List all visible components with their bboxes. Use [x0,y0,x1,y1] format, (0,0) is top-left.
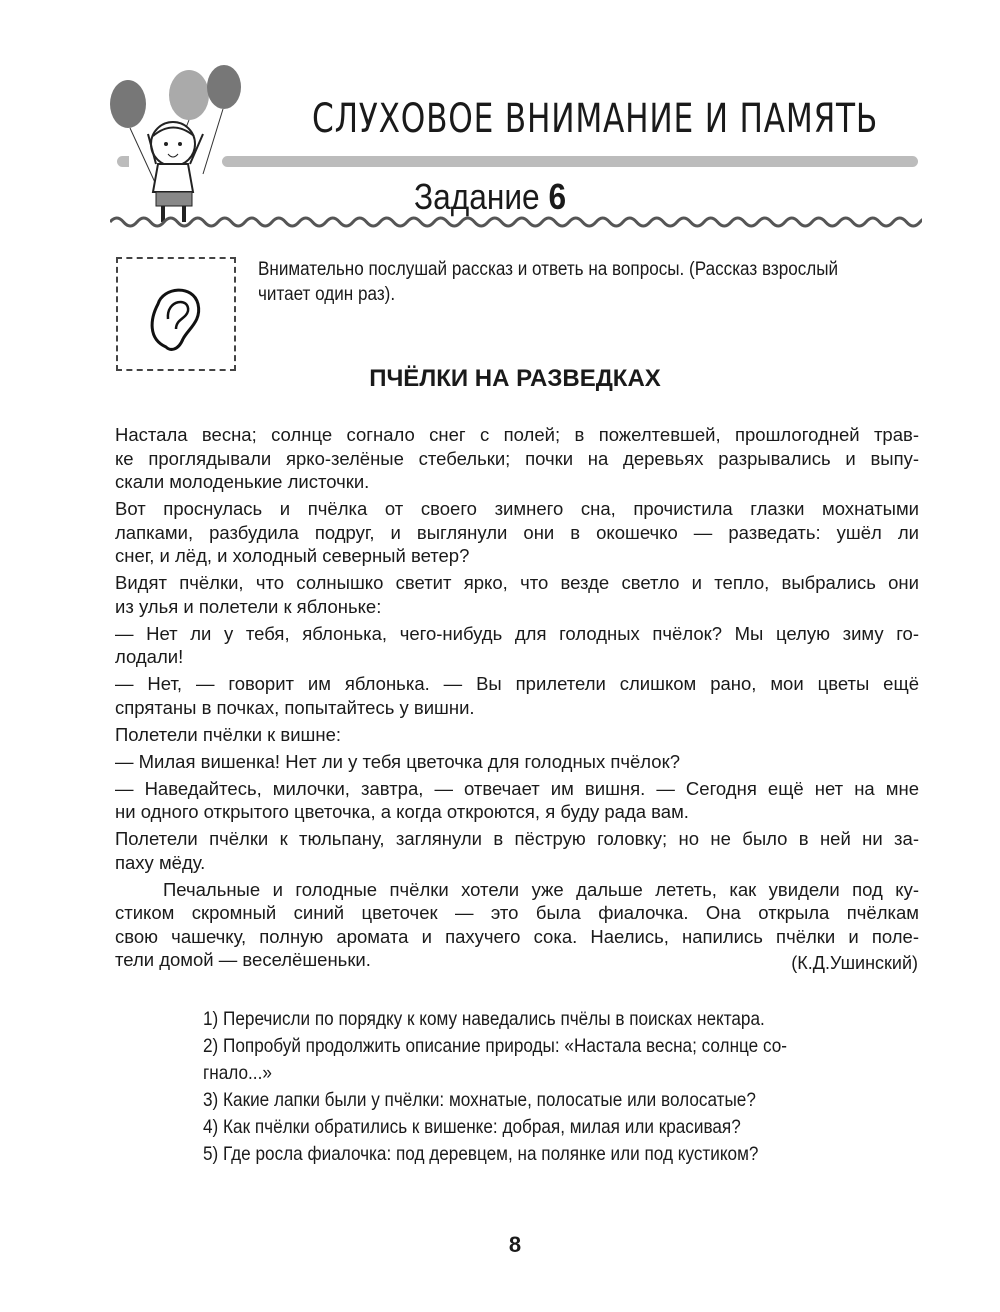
story-line: — Нет, — говорит им яблонька. — Вы прилетели слишком рано, мои цветы ещё [115,673,919,694]
story-line: лодали! [115,646,184,667]
instruction-line: Внимательно послушай рассказ и ответь на вопросы. (Рассказ взрослый [258,259,839,280]
story-paragraph [115,423,919,494]
story-paragraph [115,622,919,669]
story-paragraph [115,571,919,618]
story-paragraph [115,672,919,719]
story-line: скали молоденькие листочки. [115,471,370,492]
story-line: — Наведайтесь, милочки, завтра, — отвечает им вишня. — Сегодня ещё нет на мне [115,777,919,799]
story-line: стиком скромный синий цветочек — это была фиалочка. Она открыла пчёлкам [115,902,919,923]
story-line: Видят пчёлки, что солнышко светит ярко, что везде светло и тепло, выбрались они [115,572,919,593]
story-line: Полетели пчёлки к тюльпану, заглянули в пёструю головку; но не было в ней ни за- [115,828,919,849]
section-title: СЛУХОВОЕ ВНИМАНИЕ И ПАМЯТЬ [312,96,879,142]
story-line: Настала весна; солнце согнало снег с полей; в пожелтевшей, прошлогодней трав- [115,424,919,445]
question-item: 3) Какие лапки были у пчёлки: мохнатые, полосатые или волосатые? [203,1089,756,1111]
question-item: гнало...» [203,1062,272,1084]
story-line: спрятаны в почках, попытайтесь у вишни. [115,696,475,718]
question-item: 5) Где росла фиалочка: под деревцем, на полянке или под кустиком? [203,1143,759,1165]
question-item: 2) Попробуй продолжить описание природы: «Настала весна; солнце со- [203,1035,788,1057]
story-line: паху мёду. [115,851,206,873]
story-line: из улья и полетели к яблоньке: [115,595,382,617]
story-line: ни одного открытого цветочка, а когда откроются, я буду рада вам. [115,801,689,822]
story-paragraph [115,827,919,874]
ear-icon [118,259,234,369]
question-item: 4) Как пчёлки обратились к вишенке: добрая, милая или красивая? [203,1116,741,1138]
story-line: — Милая вишенка! Нет ли у тебя цветочка для голодных пчёлок? [115,750,680,772]
story-line: тели домой — веселёшеньки. [115,949,371,970]
story-line: ке проглядывали ярко-зелёные стебельки; почки на деревьях разрывались и выпу- [115,447,919,469]
story-paragraph [115,723,919,747]
wave-divider [110,212,922,232]
instruction-line: читает один раз). [258,284,396,305]
question-item: 1) Перечисли по порядку к кому наведались пчёлы в поисках нектара. [203,1008,765,1030]
questions-list [203,1007,872,1169]
divider-bar [117,156,129,167]
story-title: ПЧЁЛКИ НА РАЗВЕДКАХ [369,365,661,392]
page-number: 8 [508,1232,522,1257]
story-line: снег, и лёд, и холодный северный ветер? [115,545,470,566]
story-text [115,423,919,975]
instruction-text [258,257,924,307]
ear-icon-box [116,257,236,371]
story-paragraph [115,777,919,824]
story-line: — Нет ли у тебя, яблонька, чего-нибудь для голодных пчёлок? Мы целую зиму го- [115,622,919,644]
boy-with-balloons-illustration [108,64,248,234]
story-line: Печальные и голодные пчёлки хотели уже дальше лететь, как увидели под ку- [163,878,919,900]
task-label: Задание [414,176,540,217]
story-line: лапками, разбудила подруг, и выглянули они в окошечко — разведать: ушёл ли [115,521,919,543]
story-line: свою чашечку, полную аромата и пахучего сока. Наелись, напились пчёлки и поле- [115,925,919,947]
story-paragraph [115,497,919,568]
divider-bar [222,156,918,167]
task-number: 6 [548,176,567,217]
story-paragraph [115,750,919,774]
story-line: Полетели пчёлки к вишне: [115,723,342,745]
story-author: (К.Д.Ушинский) [791,953,918,973]
story-line: Вот проснулась и пчёлка от своего зимнего сна, прочистила глазки мохнатыми [115,498,919,519]
